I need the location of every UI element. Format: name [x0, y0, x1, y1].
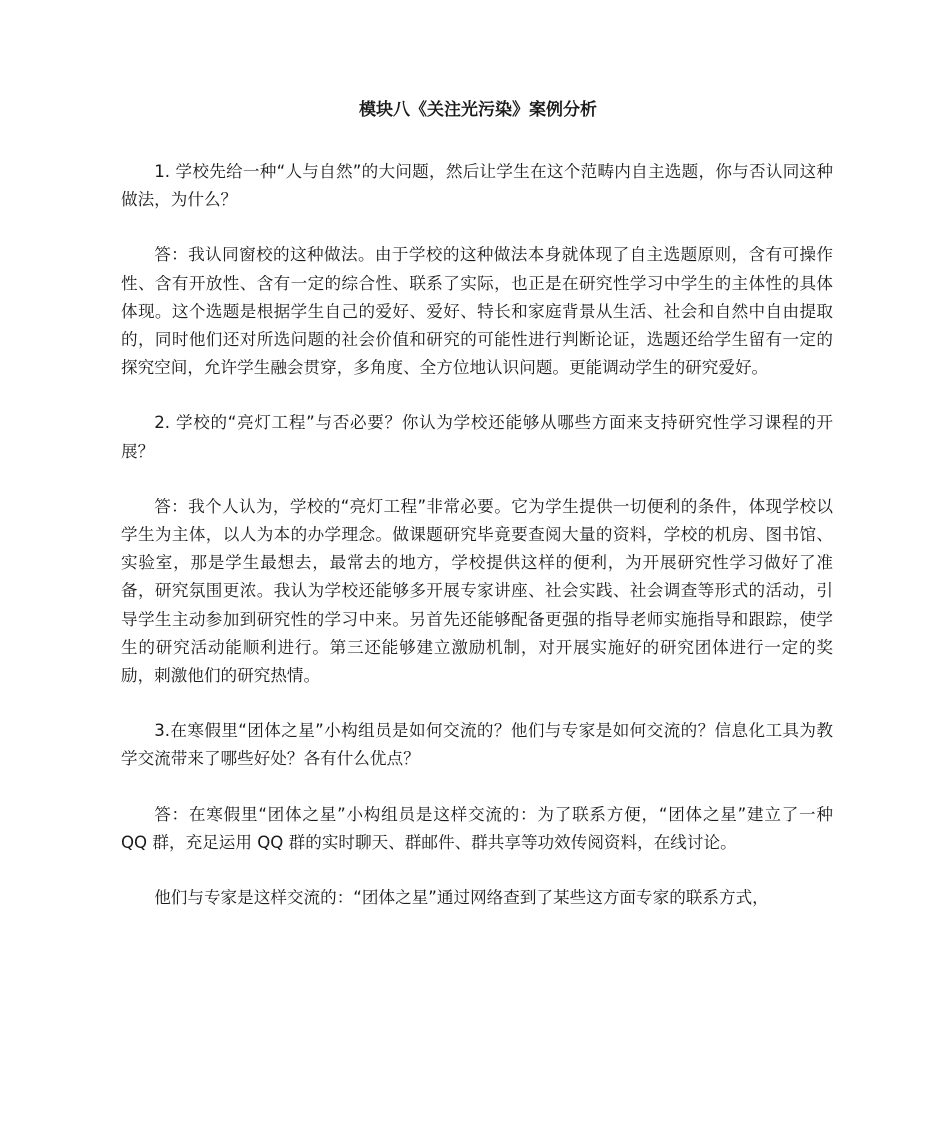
answer-3-part-1: 答：在寒假里“团体之星”小构组员是这样交流的：为了联系方便，“团体之星”建立了一种 QQ 群，充足运用 QQ 群的实时聊天、群邮件、群共享等功效传阅资料，在线讨论。	[121, 804, 833, 852]
answer-2: 答：我个人认为，学校的“亮灯工程”非常必要。它为学生提供一切便利的条件，体现学校以学生为主体，以人为本的办学理念。做课题研究毕竟要查阅大量的资料，学校的机房、图书馆、实验室，那是学生最想去，最常去的地方，学校提供这样的便利，为开展研究性学习做好了准备，研究氛围更浓。我认为学校还能够多开展专家讲座、社会实践、社会调查等形式的活动，引导学生主动参加到研究性的学习中来。另首先还能够配备更强的指导老师实施指导和跟踪，使学生的研究活动能顺利进行。第三还能够建立激励机制，对开展实施好的研究团体进行一定的奖励，刺激他们的研究热情。	[121, 496, 833, 686]
question-2: 2. 学校的“亮灯工程”与否必要？你认为学校还能够从哪些方面来支持研究性学习课程的开展？	[121, 413, 833, 461]
answer-3-part-2: 他们与专家是这样交流的：“团体之星”通过网络查到了某些这方面专家的联系方式，	[154, 888, 769, 908]
answer-1: 答：我认同窗校的这种做法。由于学校的这种做法本身就体现了自主选题原则，含有可操作性、含有开放性、含有一定的综合性、联系了实际，也正是在研究性学习中学生的主体性的具体体现。这个选题是根据学生自己的爱好、爱好、特长和家庭背景从生活、社会和自然中自由提取的，同时他们还对所选问题的社会价值和研究的可能性进行判断论证，选题还给学生留有一定的探究空间，允许学生融会贯穿，多角度、全方位地认识问题。更能调动学生的研究爱好。	[121, 245, 833, 378]
document-title: 模块八《关注光污染》案例分析	[359, 100, 597, 120]
document-page	[121, 96, 833, 939]
question-3: 3.在寒假里“团体之星”小构组员是如何交流的？他们与专家是如何交流的？信息化工具为教学交流带来了哪些好处？各有什么优点？	[121, 721, 833, 769]
question-1: 1. 学校先给一种“人与自然”的大问题，然后让学生在这个范畴内自主选题，你与否认同这种做法，为什么？	[121, 162, 833, 210]
